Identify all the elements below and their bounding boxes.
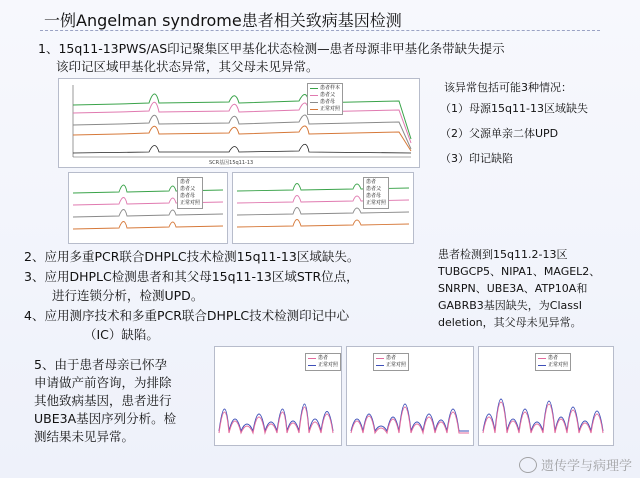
legend-label: 正常对照: [318, 362, 339, 368]
trace-orange: [73, 126, 411, 151]
legend-label: 正常对照: [366, 200, 387, 206]
cause-item-3: （3）印记缺陷: [440, 152, 513, 165]
legend-label: 患者父: [180, 186, 196, 192]
seq-legend-3: [535, 353, 571, 371]
method-4-line1: 4、应用测序技术和多重PCR联合DHPLC技术检测印记中心: [24, 308, 350, 323]
legend-label: 患者母: [320, 99, 336, 105]
small-legend-1: [177, 177, 203, 209]
method-3-line2: 进行连锁分析，检测UPD。: [52, 288, 204, 303]
title-divider: [40, 30, 600, 31]
wechat-icon: [519, 457, 537, 473]
legend-swatch: [376, 365, 384, 366]
methylation-chromatogram-svg: [59, 79, 419, 167]
legend-swatch: [538, 358, 546, 359]
sequence-chromatogram-2: [346, 346, 474, 446]
legend-label: 正常对照: [320, 106, 341, 112]
cause-item-2: （2）父源单亲二体UPD: [440, 127, 559, 140]
section1-line1: 1、15q11-13PWS/AS印记聚集区甲基化状态检测—患者母源非甲基化条带缺失提示: [38, 41, 505, 56]
trace-green: [73, 94, 411, 139]
legend-label: 正常对照: [386, 362, 407, 368]
result-line-1: 患者检测到15q11.2-13区: [438, 248, 568, 261]
methylation-chromatogram: [58, 78, 420, 168]
legend-label: 患者母: [366, 193, 382, 199]
seq-legend-1: [305, 353, 341, 371]
legend-label: 患者样本: [320, 85, 341, 91]
legend-swatch: [310, 109, 318, 110]
section5-line-4: UBE3A基因序列分析。检: [34, 411, 177, 426]
legend-swatch: [538, 365, 546, 366]
section5-line-3: 其他致病基因，患者进行: [34, 393, 172, 408]
str-chromatogram-2: [232, 172, 414, 244]
method-4-line2: （IC）缺陷。: [84, 327, 159, 342]
legend-swatch: [308, 358, 316, 359]
str-chromatogram-1: [68, 172, 228, 244]
method-2: 2、应用多重PCR联合DHPLC技术检测15q11-13区域缺失。: [24, 249, 360, 264]
legend-label: 患者: [548, 355, 559, 361]
small-legend-2: [363, 177, 389, 209]
section5-line-5: 测结果未见异常。: [34, 429, 135, 444]
cause-item-1: （1）母源15q11-13区域缺失: [440, 102, 588, 115]
seq-legend-2: [373, 353, 409, 371]
result-line-5: deletion，其父母未见异常。: [438, 316, 582, 329]
legend-label: 患者父: [366, 186, 382, 192]
legend-label: 正常对照: [180, 200, 201, 206]
legend-label: 患者: [386, 355, 397, 361]
method-3-line1: 3、应用DHPLC检测患者和其父母15q11-13区域STR位点，: [24, 269, 359, 284]
legend-label: 患者: [318, 355, 329, 361]
trace-black: [73, 144, 411, 153]
result-line-4: GABRB3基因缺失，为ClassI: [438, 299, 582, 312]
sequence-chromatogram-2-svg: [347, 347, 473, 445]
result-line-3: SNRPN、UBE3A、ATP10A和: [438, 282, 588, 295]
legend-label: 患者父: [320, 92, 336, 98]
watermark: [519, 455, 632, 474]
trace-orange: [237, 220, 409, 228]
legend-swatch: [308, 365, 316, 366]
section1-line2: 该印记区域甲基化状态异常，其父母未见异常。: [56, 59, 319, 74]
legend-swatch: [310, 102, 318, 103]
sequence-chromatogram-1: [214, 346, 342, 446]
trace-blue: [219, 404, 333, 431]
section5-line-1: 5、由于患者母亲已怀孕: [34, 357, 167, 372]
section5-line-2: 申请做产前咨询，为排除: [34, 375, 172, 390]
legend-label: 患者: [366, 179, 377, 185]
legend-swatch: [310, 95, 318, 96]
top-axis-label: SCR基因15q11-13: [209, 160, 254, 166]
legend-label: 患者母: [180, 193, 196, 199]
result-line-2: TUBGCP5、NIPA1、MAGEL2、: [438, 265, 601, 278]
trace-gray: [73, 210, 223, 218]
trace-gray: [73, 115, 411, 149]
trace-blue: [483, 399, 603, 431]
legend-swatch: [376, 358, 384, 359]
legend-label: 正常对照: [548, 362, 569, 368]
legend-swatch: [310, 88, 318, 89]
top-legend: [307, 83, 343, 115]
causes-header: 该异常包括可能3种情况：: [444, 81, 572, 94]
slide-title: 一例Angelman syndrome患者相关致病基因检测: [44, 11, 402, 30]
trace-orange: [73, 222, 223, 230]
sequence-chromatogram-3: [478, 346, 614, 446]
str-chromatogram-1-svg: [69, 173, 227, 243]
watermark-text: 遗传学与病理学: [540, 459, 632, 474]
legend-label: 患者: [180, 179, 191, 185]
